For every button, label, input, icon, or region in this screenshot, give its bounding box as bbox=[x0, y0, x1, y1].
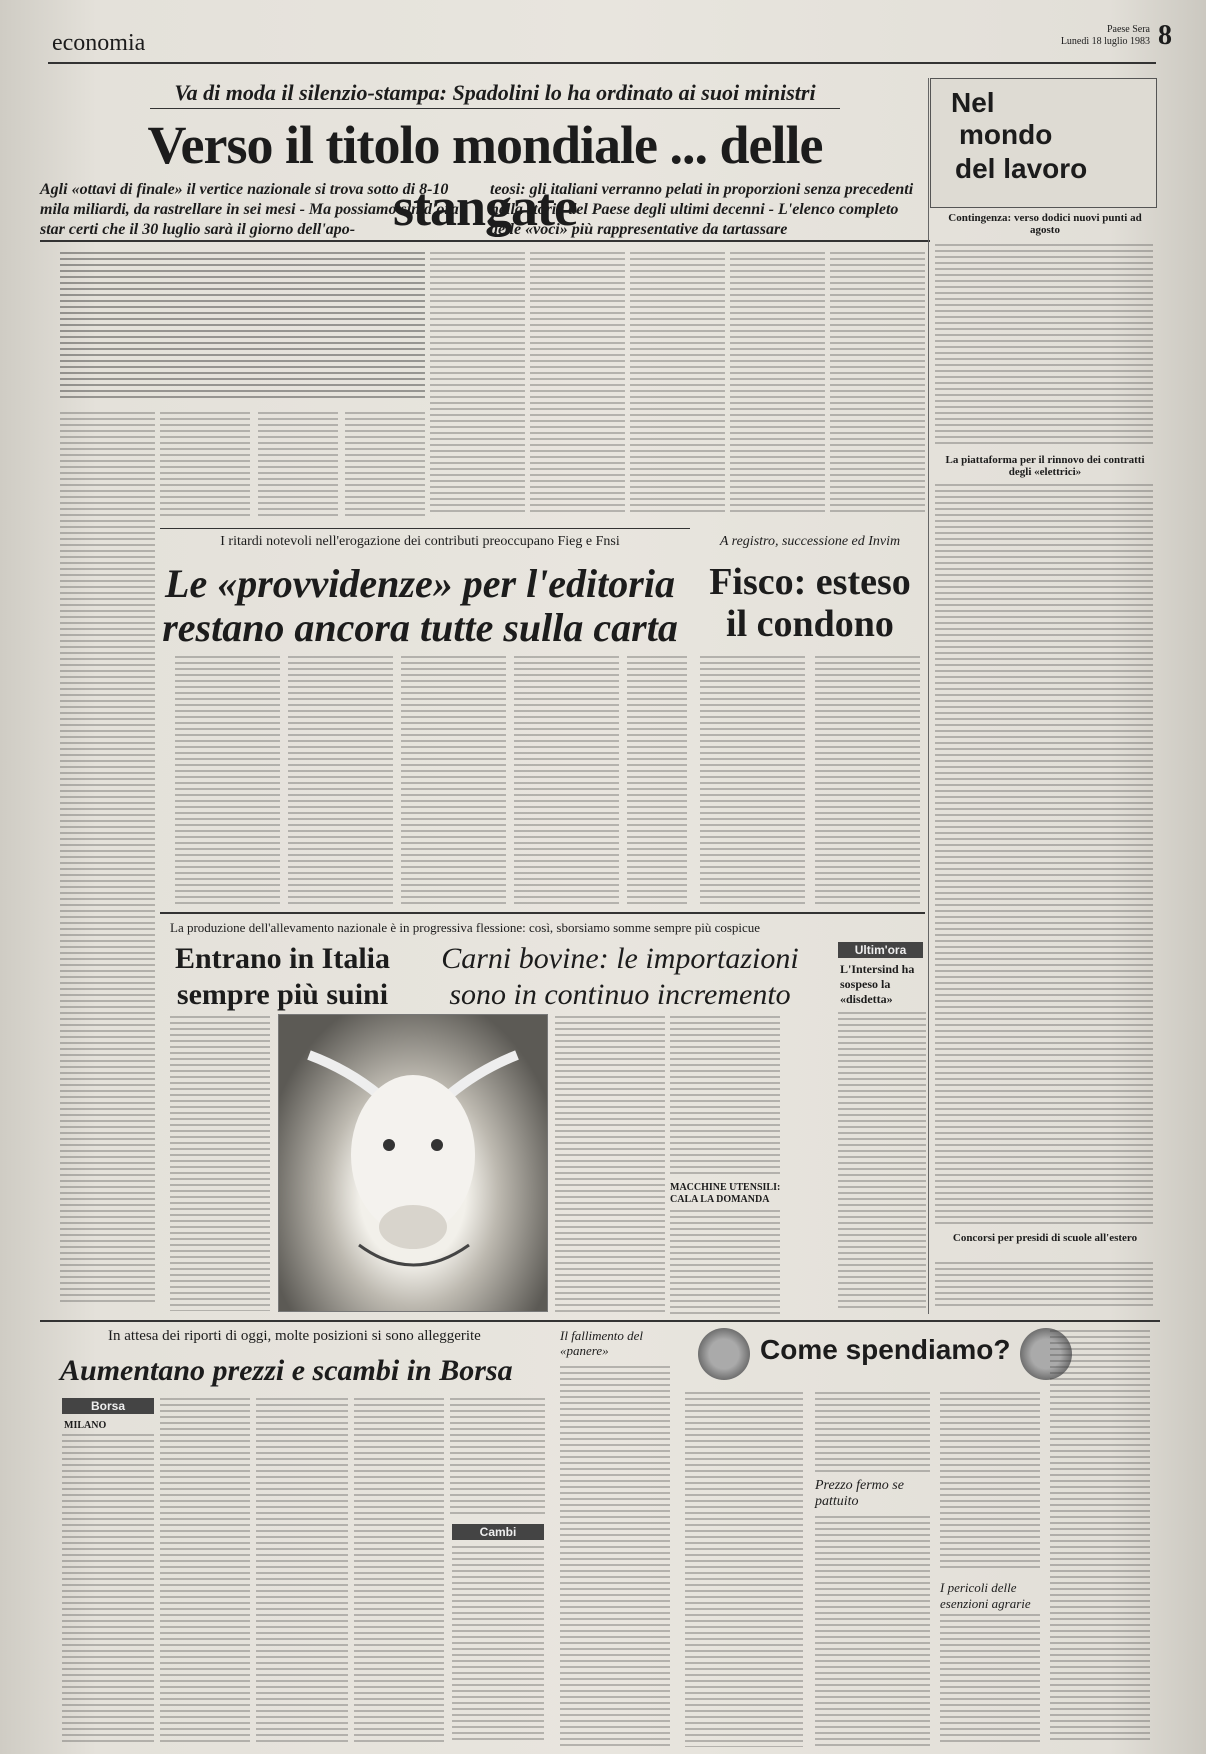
editoria-title-1: Le «provvidenze» per l'editoria bbox=[165, 561, 675, 606]
borsa-label: Borsa bbox=[62, 1398, 154, 1414]
main-intro-text-2 bbox=[245, 252, 425, 402]
main-deck-right: teosi: gli italiani verranno pelati in proporzioni senza precedenti nella storia del Paese degli ultimi decenni - L'elenco completo delle «voci» più rappresentative da tartassare bbox=[490, 181, 914, 238]
main-column bbox=[630, 252, 725, 514]
sidebar-item1-title: Contingenza: verso dodici nuovi punti ad agosto bbox=[948, 212, 1142, 236]
main-kicker: Va di moda il silenzio-stampa: Spadolini lo ha ordinato ai suoi ministri bbox=[174, 80, 816, 105]
bovine-title-1: Carni bovine: le importazioni bbox=[441, 942, 799, 975]
spendiamo-sub1: Prezzo fermo se pattuito bbox=[815, 1478, 904, 1509]
fisco-kicker: A registro, successione ed Invim bbox=[719, 534, 901, 549]
spendiamo-title: Come spendiamo? bbox=[760, 1334, 1011, 1365]
main-column bbox=[530, 252, 625, 514]
suini-title-1: Entrano in Italia bbox=[174, 942, 391, 975]
main-intro-text bbox=[60, 252, 245, 402]
suini-title-2: sempre più suini bbox=[176, 978, 389, 1011]
sidebar-text bbox=[935, 484, 1153, 1224]
fisco-title-1: Fisco: esteso bbox=[709, 561, 911, 603]
section-label: economia bbox=[52, 30, 146, 56]
sidebar-text bbox=[935, 244, 1153, 444]
bovine-title-2: sono in continuo incremento bbox=[449, 978, 791, 1011]
sidebar-text bbox=[935, 1262, 1153, 1310]
spendiamo-banner bbox=[698, 1324, 1078, 1384]
header-rule bbox=[48, 62, 1156, 64]
page-number: 8 bbox=[1158, 20, 1172, 51]
paper-name: Paese Sera bbox=[1106, 24, 1150, 35]
allevamento-kicker: La produzione dell'allevamento nazionale è in progressiva flessione: così, sborsiamo somme sempre più cospicue bbox=[170, 920, 761, 935]
coin-icon bbox=[698, 1328, 750, 1380]
editoria-title-2: restano ancora tutte sulla carta bbox=[162, 605, 678, 650]
cow-photo bbox=[278, 1014, 548, 1312]
issue-date: Lunedì 18 luglio 1983 bbox=[1060, 36, 1150, 47]
main-column bbox=[830, 252, 925, 514]
sidebar-logo-box: Nel mondo del lavoro bbox=[930, 78, 1157, 208]
spendiamo-side-title: Il fallimento del «panere» bbox=[560, 1328, 644, 1358]
macchine-subhead: MACCHINE UTENSILI: CALA LA DOMANDA bbox=[670, 1182, 781, 1205]
borsa-city: MILANO bbox=[64, 1420, 107, 1431]
sidebar-item3-title: Concorsi per presidi di scuole all'estero bbox=[952, 1232, 1138, 1244]
left-long-column bbox=[60, 412, 155, 1302]
cambi-label: Cambi bbox=[452, 1524, 544, 1540]
main-column bbox=[345, 412, 425, 517]
main-column bbox=[430, 252, 525, 514]
main-column bbox=[160, 412, 250, 517]
sidebar-item2-title: La piattaforma per il rinnovo dei contratti degli «elettrici» bbox=[945, 454, 1145, 478]
borsa-title: Aumentano prezzi e scambi in Borsa bbox=[60, 1354, 513, 1387]
ultimora-label: Ultim'ora bbox=[838, 942, 923, 958]
main-column bbox=[258, 412, 338, 517]
main-deck-left: Agli «ottavi di finale» il vertice nazionale si trova sotto di 8-10 mila miliardi, da rastrellare in sei mesi - Ma possiamo sin d'ora star certi che il 30 luglio sarà il giorno dell'apo- bbox=[40, 181, 459, 238]
editoria-kicker: I ritardi notevoli nell'erogazione dei contributi preoccupano Fieg e Fnsi bbox=[220, 534, 620, 549]
cow-illustration bbox=[279, 1015, 547, 1311]
main-column bbox=[730, 252, 825, 514]
fisco-title-2: il condono bbox=[726, 603, 894, 645]
spendiamo-sub2: I pericoli delle esenzioni agrarie bbox=[940, 1580, 1031, 1611]
borsa-kicker: In attesa dei riporti di oggi, molte posizioni si sono alleggerite bbox=[108, 1328, 481, 1344]
ultimora-title: L'Intersind ha sospeso la «disdetta» bbox=[840, 962, 915, 1006]
main-title: Verso il titolo mondiale ... delle stangate bbox=[147, 115, 823, 237]
